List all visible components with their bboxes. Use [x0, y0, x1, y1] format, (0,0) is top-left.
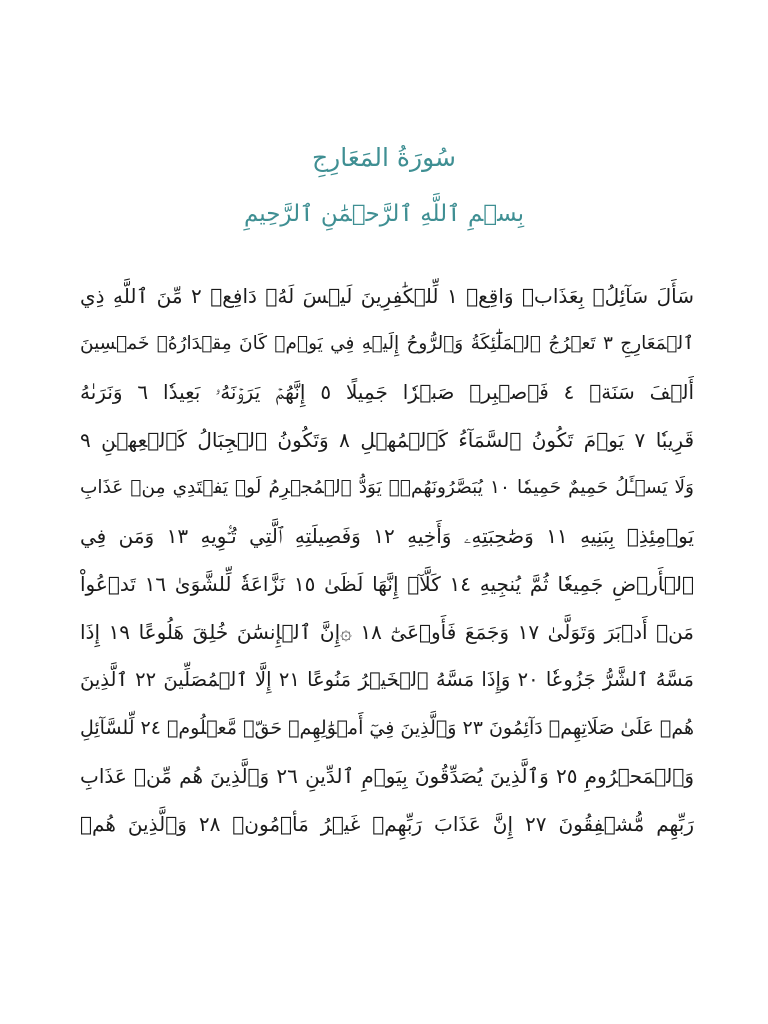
text-line-7: ٱلۡأَرۡضِ جَمِيعٗا ثُمَّ يُنجِيهِ ١٤ كَلَّآۖ إِنَّهَا لَظَىٰ ١٥ نَزَّاعَةٗ لِّلشَّوَىٰ ١٦ تَدۡعُواْ [80, 572, 694, 596]
text-line-10: هُمۡ عَلَىٰ صَلَاتِهِمۡ دَآئِمُونَ ٢٣ وَٱلَّذِينَ فِيٓ أَمۡوَٰلِهِمۡ حَقّٞ مَّعۡلُومٞ ٢٤ لِّلسَّآئِلِ [80, 717, 694, 739]
text-line-8: مَنۡ أَدۡبَرَ وَتَوَلَّىٰ ١٧ وَجَمَعَ فَأَوۡعَىٰٓ ١٨ ۞إِنَّ ٱلۡإِنسَٰنَ خُلِقَ هَلُوعًا ١٩ إِذَا [80, 620, 694, 644]
text-line-5: وَلَا يَسۡـَٔلُ حَمِيمٌ حَمِيمٗا ١٠ يُبَصَّرُونَهُمۡۚ يَوَدُّ ٱلۡمُجۡرِمُ لَوۡ يَفۡتَدِي مِنۡ عَذَابِ [80, 477, 694, 498]
text-line-9: مَسَّهُ ٱلشَّرُّ جَزُوعٗا ٢٠ وَإِذَا مَسَّهُ ٱلۡخَيۡرُ مَنُوعًا ٢١ إِلَّا ٱلۡمُصَلِّينَ ٢٢ ٱلَّذِينَ [80, 668, 694, 691]
text-line-11: وَٱلۡمَحۡرُومِ ٢٥ وَٱلَّذِينَ يُصَدِّقُونَ بِيَوۡمِ ٱلدِّينِ ٢٦ وَٱلَّذِينَ هُم مِّنۡ عَذَابِ [80, 764, 694, 788]
text-line-4: قَرِيبٗا ٧ يَوۡمَ تَكُونُ ٱلسَّمَآءُ كَٱلۡمُهۡلِ ٨ وَتَكُونُ ٱلۡجِبَالُ كَٱلۡعِهۡنِ ٩ [80, 428, 694, 452]
verse-text-block [80, 272, 694, 848]
text-line-6: يَوۡمِئِذِۭ بِبَنِيهِ ١١ وَصَٰحِبَتِهِۦ وَأَخِيهِ ١٢ وَفَصِيلَتِهِ ٱلَّتِي تُـٔۡوِيهِ ١٣ وَمَن فِي [80, 524, 694, 548]
text-line-1: سَأَلَ سَآئِلُۢ بِعَذَابٖ وَاقِعٖ ١ لِّلۡكَٰفِرِينَ لَيۡسَ لَهُۥ دَافِعٞ ٢ مِّنَ ٱللَّهِ ذِي [80, 284, 694, 308]
text-line-3: أَلۡفَ سَنَةٖ ٤ فَٱصۡبِرۡ صَبۡرٗا جَمِيلًا ٥ إِنَّهُمۡ يَرَوۡنَهُۥ بَعِيدٗا ٦ وَنَرَىٰهُ [80, 380, 694, 404]
basmala: بِسۡمِ ٱللَّهِ ٱلرَّحۡمَٰنِ ٱلرَّحِيمِ [243, 201, 525, 227]
text-line-2: ٱلۡمَعَارِجِ ٣ تَعۡرُجُ ٱلۡمَلَٰٓئِكَةُ وَٱلرُّوحُ إِلَيۡهِ فِي يَوۡمٖ كَانَ مِقۡدَارُهُۥ خَمۡسِينَ [80, 333, 694, 354]
surah-title: سُورَةُ المَعَارِجِ [312, 143, 456, 172]
text-line-12: رَبِّهِم مُّشۡفِقُونَ ٢٧ إِنَّ عَذَابَ رَبِّهِمۡ غَيۡرُ مَأۡمُونٖ ٢٨ وَٱلَّذِينَ هُمۡ [80, 812, 694, 836]
